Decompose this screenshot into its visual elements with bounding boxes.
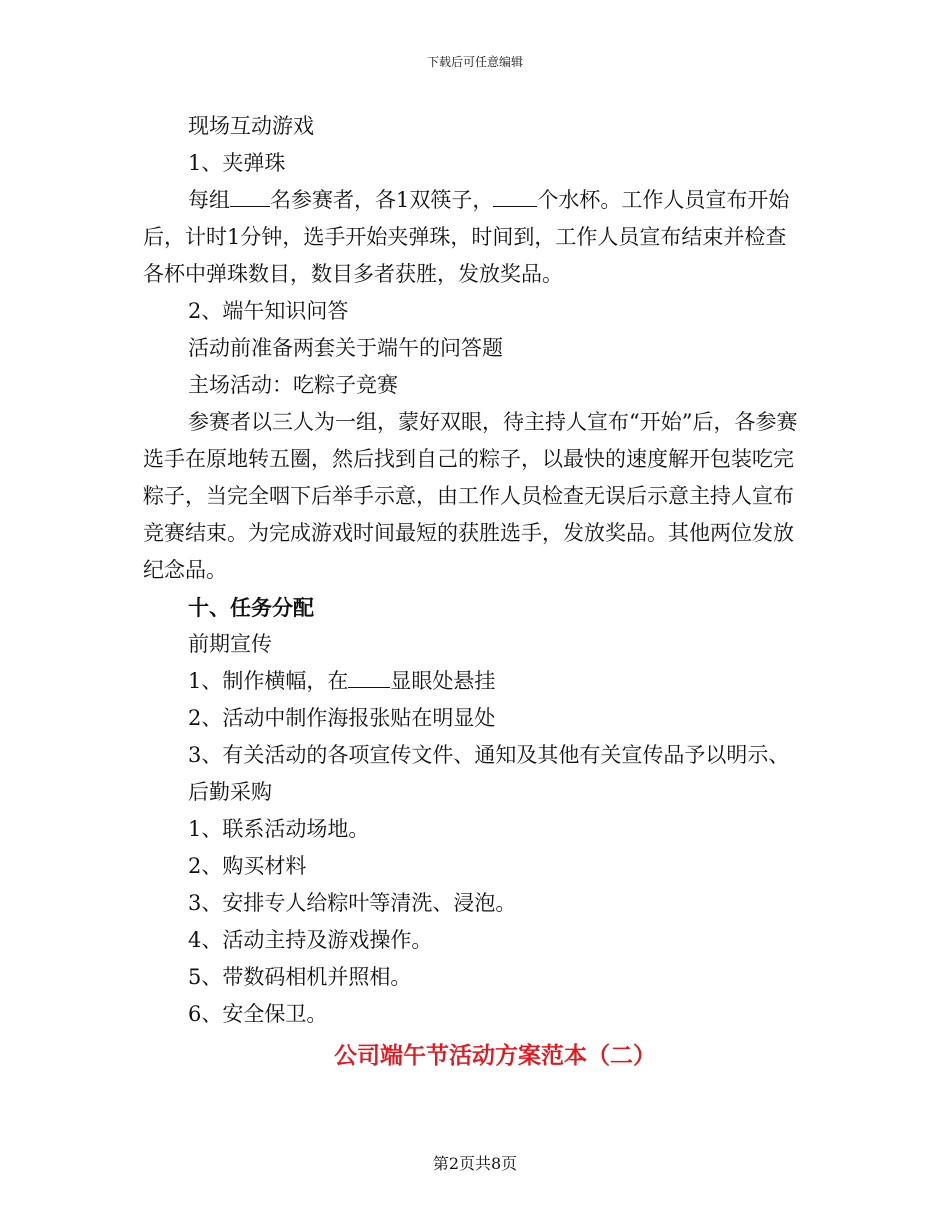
document-body: [143, 108, 803, 1033]
paragraph-publicity: 前期宣传: [188, 632, 272, 656]
text-segment: 显眼处悬挂: [390, 669, 496, 693]
blank-line: [348, 667, 390, 688]
paragraph-materials: 2、购买材料: [188, 854, 307, 878]
text-segment: 个水杯。工作人员宣布开始后，计时1分钟，选手开始夹弹珠，时间到，工作人员宣布结束并检查各杯中弹珠数目，数目多者获胜，发放奖品。: [143, 188, 790, 286]
paragraph-host: 4、活动主持及游戏操作。: [188, 928, 433, 952]
paragraph-marble-rules: [143, 182, 803, 293]
paragraph-main-event-rules: 参赛者以三人为一组，蒙好双眼，待主持人宣布“开始”后，各参赛选手在原地转五圈，然后找到自己的粽子，以最快的速度解开包装吃完粽子，当完全咽下后举手示意，由工作人员检查无误后示意主持人宣布竞赛结束。为完成游戏时间最短的获胜选手，发放奖品。其他两位发放纪念品。: [143, 410, 798, 582]
blank-line: [230, 186, 270, 207]
paragraph-banner: [143, 663, 803, 700]
text-segment: 每组: [188, 188, 230, 212]
page-number: 第2页共8页: [432, 1154, 518, 1173]
paragraph-publicity-files: 3、有关活动的各项宣传文件、通知及其他有关宣传品予以明示、: [188, 743, 790, 767]
paragraph-venue: 1、联系活动场地。: [188, 817, 370, 841]
section-heading-task-assignment: 十、任务分配: [188, 595, 314, 620]
text-segment: 1、制作横幅，在: [188, 669, 349, 693]
paragraph-quiz: 2、端午知识问答: [188, 299, 349, 323]
paragraph-camera: 5、带数码相机并照相。: [188, 965, 412, 989]
paragraph-security: 6、安全保卫。: [188, 1002, 328, 1026]
paragraph-leaves: 3、安排专人给粽叶等清洗、浸泡。: [188, 891, 517, 915]
page-header-note: 下载后可任意编辑: [426, 55, 523, 69]
text-segment: 名参赛者，各1双筷子，: [270, 188, 494, 212]
paragraph-onsite-games: 现场互动游戏: [188, 114, 314, 138]
paragraph-quiz-prep: 活动前准备两套关于端午的问答题: [188, 336, 503, 360]
paragraph-main-event: 主场活动：吃粽子竞赛: [188, 373, 398, 397]
blank-line: [493, 186, 537, 207]
paragraph-marble-game: 1、夹弹珠: [188, 151, 286, 175]
paragraph-logistics: 后勤采购: [188, 780, 272, 804]
document-title-part-two: 公司端午节活动方案范本（二）: [334, 1042, 656, 1069]
paragraph-posters: 2、活动中制作海报张贴在明显处: [188, 706, 496, 730]
